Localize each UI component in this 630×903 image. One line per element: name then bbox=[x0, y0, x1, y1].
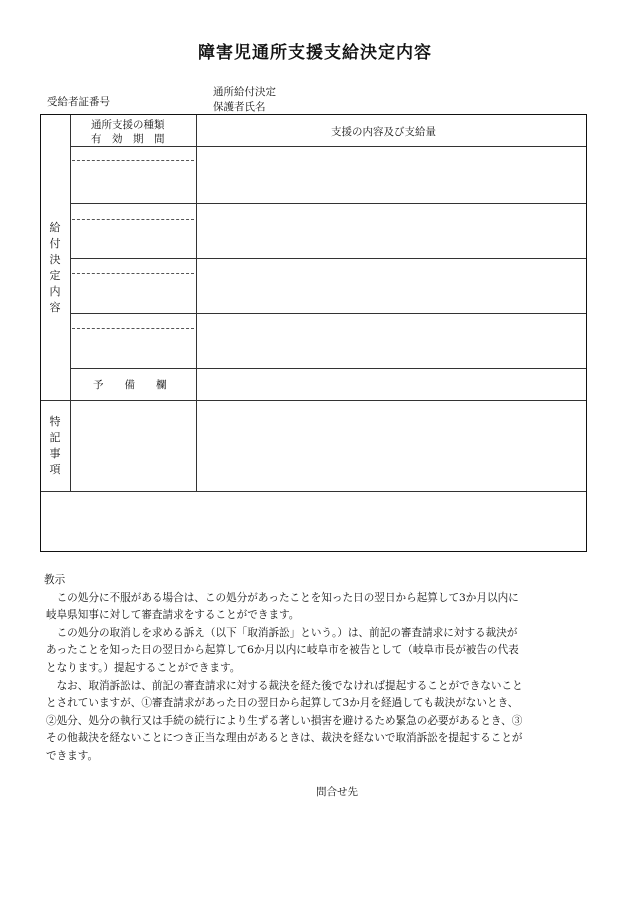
row-line bbox=[70, 313, 586, 314]
guardian-label-line2: 保護者氏名 bbox=[213, 101, 266, 113]
notice-line: なお、取消訴訟は、前記の審査請求に対する裁決を経た後でなければ提起することができないこと bbox=[56, 679, 523, 692]
section-special-label: 特 記 事 項 bbox=[49, 415, 61, 476]
notice-line: とされていますが、①審査請求があった日の翌日から起算して3か月を経過しても裁決がないとき、 bbox=[46, 697, 519, 710]
notice-line: となります。）提起することができます。 bbox=[46, 661, 241, 674]
notice-line: その他裁決を経ないことにつき正当な理由があるときは、裁決を経ないで取消訴訟を提起することが bbox=[46, 732, 523, 745]
notice-line: この処分の取消しを求める訴え（以下「取消訴訟」という。）は、前記の審査請求に対する裁決が bbox=[56, 626, 518, 639]
notice-line: できます。 bbox=[46, 749, 99, 762]
row-line bbox=[70, 368, 586, 369]
section-line bbox=[41, 491, 586, 492]
row-line bbox=[70, 203, 586, 204]
page-title: 障害児通所支援支給決定内容 bbox=[198, 43, 432, 63]
reserve-label: 予 備 欄 bbox=[93, 379, 167, 391]
dashed-line bbox=[72, 328, 194, 329]
col1-header-line1: 通所支援の種類 bbox=[91, 119, 165, 131]
notice-line: 岐阜県知事に対して審査請求をすることができます。 bbox=[46, 609, 300, 622]
dashed-line bbox=[72, 160, 194, 161]
section-line bbox=[41, 400, 586, 401]
col1-header-line2: 有 効 期 間 bbox=[91, 133, 165, 145]
col2-header: 支援の内容及び支給量 bbox=[331, 126, 436, 138]
recipient-number-label: 受給者証番号 bbox=[47, 96, 110, 108]
section-benefit-label: 給 付 決 定 内 容 bbox=[49, 221, 61, 314]
notice-section bbox=[46, 572, 586, 766]
dashed-line bbox=[72, 219, 194, 220]
notice-heading: 教示 bbox=[44, 574, 66, 586]
guardian-label-line1: 通所給付決定 bbox=[213, 86, 276, 98]
column-divider-line bbox=[196, 115, 197, 491]
row-line bbox=[70, 258, 586, 259]
contact-label: 問合せ先 bbox=[316, 786, 358, 798]
dashed-line bbox=[72, 273, 194, 274]
notice-line: この処分に不服がある場合は、この処分があったことを知った日の翌日から起算して3か月以内に bbox=[56, 591, 519, 604]
notice-line: あったことを知った日の翌日から起算して6か月以内に岐阜市を被告として（岐阜市長が被告の代表 bbox=[46, 644, 519, 657]
decision-table bbox=[40, 114, 587, 552]
header-row-line bbox=[70, 146, 586, 147]
notice-line: ②処分、処分の執行又は手続の続行により生ずる著しい損害を避けるため緊急の必要があるとき、③ bbox=[46, 714, 523, 727]
section-divider-line bbox=[70, 400, 71, 491]
